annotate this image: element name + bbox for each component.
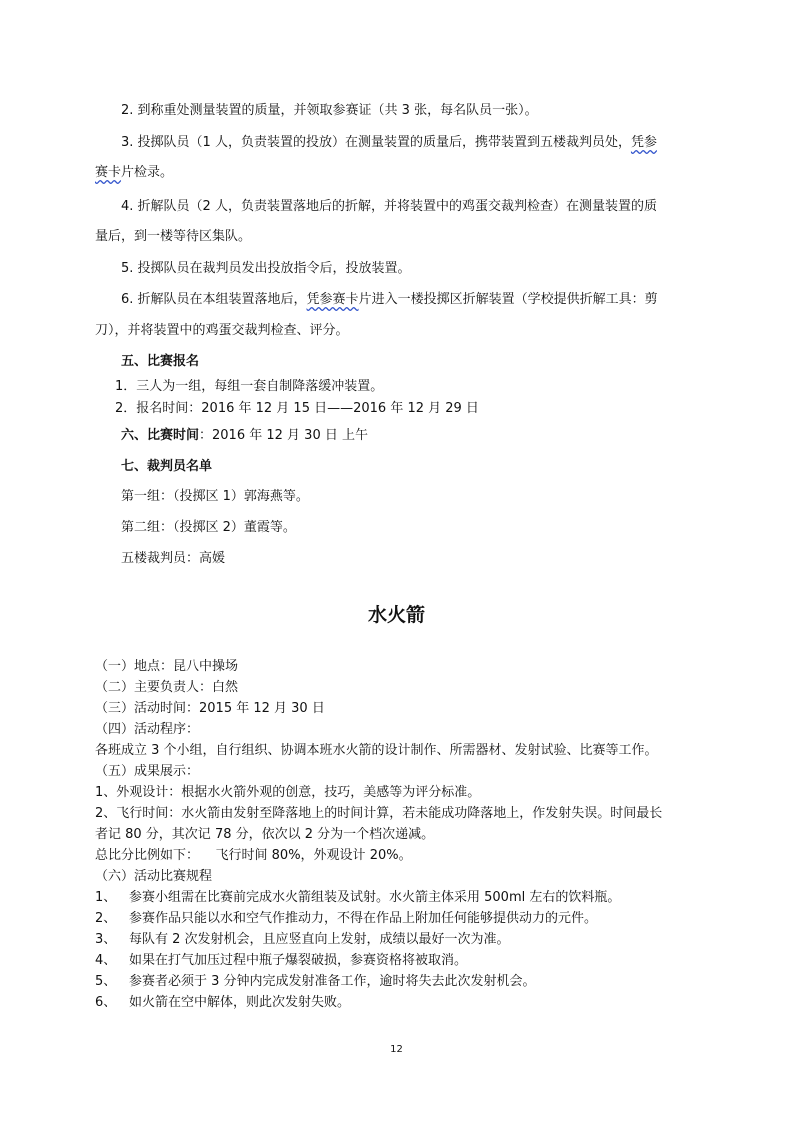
step-3-wavy: 凭参 [630,135,657,150]
step-5: 5. 投掷队员在裁判员发出投放指令后，投放装置。 [121,261,411,276]
step-6-cont: 刀），并将装置中的鸡蛋交裁判检查、评分。 [95,323,349,338]
step-3-cont [95,164,173,182]
info-ratio: 总比分比例如下： 飞行时间 80%，外观设计 20%。 [95,848,412,863]
info-time: （三）活动时间：2015 年 12 月 30 日 [95,701,325,716]
rule-6-num: 6、 [95,995,117,1010]
step-6-wavy: 凭参赛卡 [306,292,359,307]
judge-group-2: 第二组：（投掷区 2）董霞等。 [121,520,296,535]
info-appearance: 1、外观设计：根据水火箭外观的创意，技巧，美感等为评分标准。 [95,785,481,800]
section-5-item-1: 1．三人为一组，每组一套自制降落缓冲装置。 [115,379,384,394]
info-rules-heading: （六）活动比赛规程 [95,869,213,884]
rule-2 [95,910,597,928]
info-procedure-text: 各班成立 3 个小组，自行组织、协调本班水火箭的设计制作、所需器材、发射试验、比赛等工作。 [95,743,658,758]
step-3-cont-wavy: 赛卡 [95,165,122,180]
rule-3-num: 3、 [95,932,117,947]
info-location: （一）地点：昆八中操场 [95,659,239,674]
rule-5-num: 5、 [95,974,117,989]
section-6 [121,427,368,445]
step-3-text: 3. 投掷队员（1 人，负责装置的投放）在测量装置的质量后，携带装置到五楼裁判员处， [121,135,631,150]
rule-5-text: 参赛者必须于 3 分钟内完成发射准备工作，逾时将失去此次发射机会。 [129,974,536,989]
rule-4-text: 如果在打气加压过程中瓶子爆裂破损，参赛资格将被取消。 [129,953,468,968]
step-6 [121,291,658,309]
section-7-heading: 七、裁判员名单 [121,459,213,474]
judge-fifth-floor: 五楼裁判员：高媛 [121,551,226,566]
info-leader: （二）主要负责人：白然 [95,680,239,695]
rule-1-num: 1、 [95,890,117,905]
info-flight-time-cont: 者记 80 分，其次记 78 分，依次以 2 分为一个档次递减。 [95,827,435,842]
section-6-heading: 六、比赛时间 [121,428,200,443]
step-2: 2. 到称重处测量装置的质量，并领取参赛证（共 3 张，每名队员一张）。 [121,103,538,118]
step-3-cont-text: 片检录。 [121,165,174,180]
section-5-item-2: 2．报名时间：2016 年 12 月 15 日——2016 年 12 月 29 日 [115,401,479,416]
rule-1-text: 参赛小组需在比赛前完成水火箭组装及试射。水火箭主体采用 500ml 左右的饮料瓶。 [129,890,621,905]
step-3 [121,134,657,152]
rule-1 [95,889,620,907]
step-4: 4. 折解队员（2 人，负责装置落地后的折解，并将装置中的鸡蛋交裁判检查）在测量装置的质 [121,199,657,214]
info-flight-time: 2、飞行时间：水火箭由发射至降落地上的时间计算，若未能成功降落地上，作发射失误。时间最长 [95,806,663,821]
step-6-text-b: 片进入一楼投掷区折解装置（学校提供折解工具：剪 [358,292,658,307]
section-title: 水火箭 [367,604,425,626]
rule-6-text: 如火箭在空中解体，则此次发射失败。 [129,995,351,1010]
step-6-text-a: 6. 折解队员在本组装置落地后， [121,292,307,307]
judge-group-1: 第一组：（投掷区 1）郭海燕等。 [121,489,309,504]
section-6-value: ：2016 年 12 月 30 日 上午 [199,428,368,443]
info-results: （五）成果展示： [95,764,200,779]
info-procedure: （四）活动程序： [95,722,200,737]
page-number: 12 [390,1044,403,1055]
rule-2-text: 参赛作品只能以水和空气作推动力，不得在作品上附加任何能够提供动力的元件。 [129,911,598,926]
rule-4 [95,952,467,970]
rule-4-num: 4、 [95,953,117,968]
rule-3-text: 每队有 2 次发射机会，且应竖直向上发射，成绩以最好一次为准。 [129,932,510,947]
rule-6 [95,994,350,1012]
section-5-heading: 五、比赛报名 [121,354,200,369]
rule-2-num: 2、 [95,911,117,926]
step-4-cont: 量后，到一楼等待区集队。 [95,229,252,244]
rule-3 [95,931,510,949]
rule-5 [95,973,536,991]
